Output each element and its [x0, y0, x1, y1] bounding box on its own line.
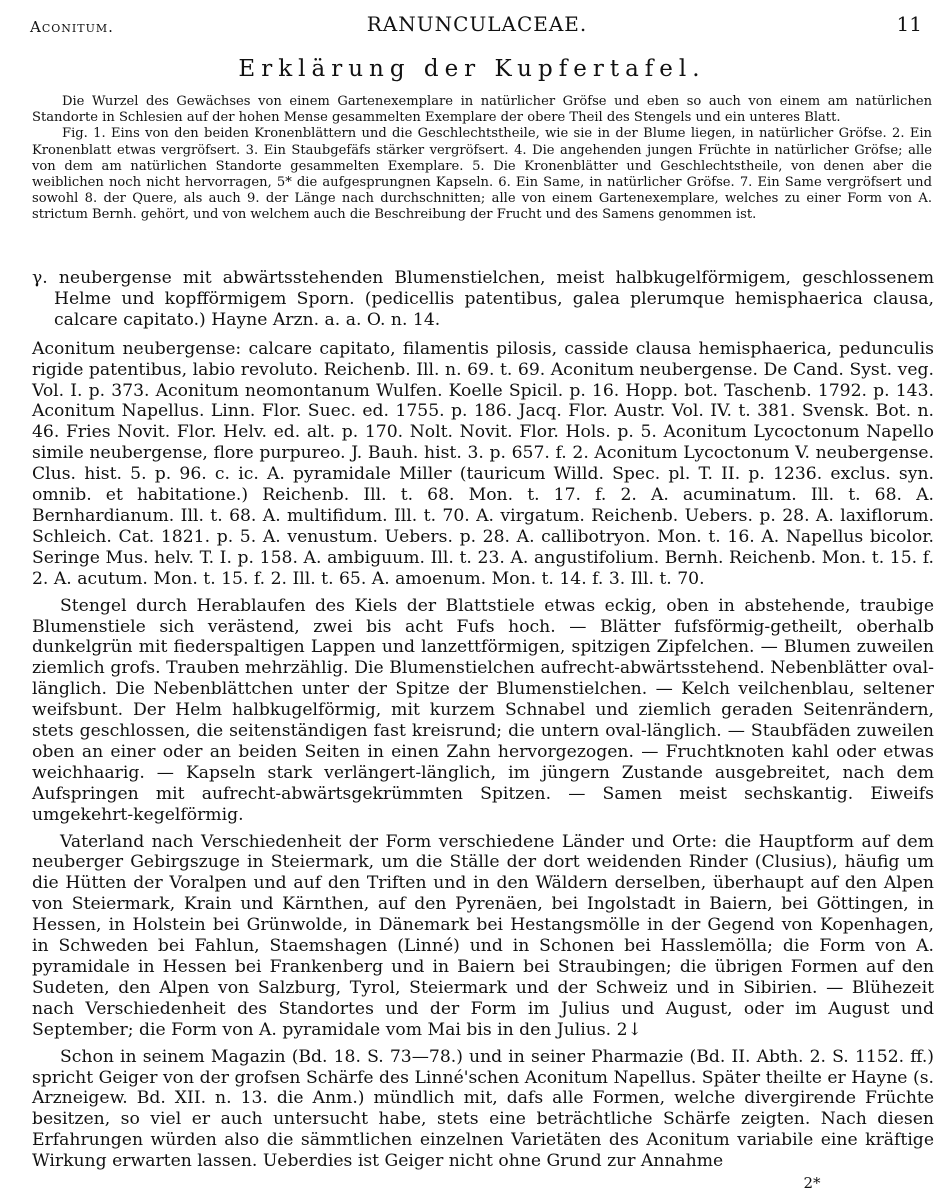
- habitat-paragraph: Vaterland nach Verschiedenheit der Form verschiedene Länder und Orte: die Hauptform auf dem neuberger Gebirgszuge in Steiermark, um die Ställe der dort weidenden Rinder (Clusius), häufig um die Hütten der Voralpen und auf den Triften und in den Wäldern derselben, überhaupt auf den Alpen von Steiermark, Krain und Kärnthen, auf den Pyrenäen, bei Ingolstadt in Baiern, bei Göttingen, in Hessen, in Holstein bei Grünwolde, in Dänemark bei Hestangsmölle in der Gegend von Kopenhagen, in Schweden bei Fahlun, Staemshagen (Linné) und in Schonen bei Hasslemölla; die Form von A. pyramidale in Hessen bei Frankenberg und in Baiern bei Straubingen; die übrigen Formen auf den Sudeten, den Alpen von Salzburg, Tyrol, Steiermark und der Schweiz und in Sibirien. — Blühezeit nach Verschiedenheit des Standortes und der Form im Julius und August, oder im August und September; die Form von A. pyramidale vom Mai bis in den Julius. 2↓: [32, 831, 934, 1040]
- running-head-family: RANUNCULACEAE.: [366, 12, 588, 36]
- plate-explanation-text: [32, 94, 932, 224]
- page-number: 11: [896, 12, 922, 36]
- plate-explanation-paragraph-figures: Fig. 1. Eins von den beiden Kronenblättern und die Geschlechtstheile, wie sie in der Blume liegen, in natürlicher Gröfse. 2. Ein Kronenblatt etwas vergröfsert. 3. Ein Staubgefäfs stärker vergröfsert. 4. Die angehenden jungen Früchte in natürlicher Gröfse; alle von dem am natürlichen Standorte gesammelten Exemplare. 5. Die Kronenblätter und Geschlechtstheile, von denen aber die weiblichen noch nicht hervorragen, 5* die aufgesprungnen Kapseln. 6. Ein Same, in natürlicher Gröfse. 7. Ein Same vergröfsert und sowohl 8. der Quere, als auch 9. der Länge nach durchschnitten; alle von einem Gartenexemplare, welches zu einer Form von A. strictum Bernh. gehört, und von welchem auch die Beschreibung der Frucht und des Samens genommen ist.: [32, 126, 932, 223]
- plate-explanation-paragraph-roots: Die Wurzel des Gewächses von einem Gartenexemplare in natürlicher Gröfse und eben so auch von einem am natürlichen Standorte in Schlesien auf der hohen Mense gesammelten Exemplare der obere Theil des Stengels und ein unteres Blatt.: [32, 94, 932, 126]
- geiger-paragraph: Schon in seinem Magazin (Bd. 18. S. 73—78.) und in seiner Pharmazie (Bd. II. Abth. 2. S. 1152. ff.) spricht Geiger von der grofsen Schärfe des Linné'schen Aconitum Napellus. Später theilte er Hayne (s. Arzneigew. Bd. XII. n. 13. die Anm.) mündlich mit, dafs alle Formen, welche divergirende Früchte besitzen, so viel er auch untersucht habe, stets eine beträchtliche Schärfe zeigten. Nach diesen Erfahrungen würden also die sämmtlichen einzelnen Varietäten des Aconitum variabile eine kräftige Wirkung erwarten lassen. Ueberdies ist Geiger nicht ohne Grund zur Annahme: [32, 1046, 934, 1172]
- description-paragraph: Stengel durch Herablaufen des Kiels der Blattstiele etwas eckig, oben in abstehende, traubige Blumenstiele sich verästend, zwei bis acht Fufs hoch. — Blätter fufsförmig-getheilt, oberhalb dunkelgrün mit fiederspaltigen Lappen und lanzettförmigen, spitzigen Zipfelchen. — Blumen zuweilen ziemlich grofs. Trauben mehrzählig. Die Blumenstielchen aufrecht-abwärtsstehend. Nebenblätter oval-länglich. Die Nebenblättchen unter der Spitze der Blumenstielchen. — Kelch veilchenblau, seltener weifsbunt. Der Helm halbkugelförmig, mit kurzem Schnabel und ziemlich geraden Seitenrändern, stets geschlossen, die seitenständigen fast kreisrund; die untern oval-länglich. — Staubfäden zuweilen oben an einer oder an beiden Seiten in einen Zahn hervorgezogen. — Fruchtknoten kahl oder etwas weichhaarig. — Kapseln stark verlängert-länglich, im jüngern Zustande ausgebreitet, nach dem Aufspringen mit aufrecht-abwärtsgekrümmten Spitzen. — Samen meist sechskantig. Eiweifs umgekehrt-kegelförmig.: [32, 595, 934, 825]
- signature-mark: 2*: [803, 1174, 821, 1192]
- variety-gamma-paragraph: γ. neubergense mit abwärtsstehenden Blumenstielchen, meist halbkugelförmigem, geschlossenem Helme und kopfförmigem Sporn. (pedicellis patentibus, galea plerumque hemisphaerica clausa, calcare capitato.) Hayne Arzn. a. a. O. n. 14.: [32, 268, 934, 330]
- running-header: [30, 10, 924, 40]
- main-text: [32, 268, 934, 1180]
- synonyms-paragraph: Aconitum neubergense: calcare capitato, filamentis pilosis, casside clausa hemisphaerica, pedunculis rigide patentibus, labio revoluto. Reichenb. Ill. n. 69. t. 69. Aconitum neubergense. De Cand. Syst. veg. Vol. I. p. 373. Aconitum neomontanum Wulfen. Koelle Spicil. p. 16. Hopp. bot. Taschenb. 1792. p. 143. Aconitum Napellus. Linn. Flor. Suec. ed. 1755. p. 186. Jacq. Flor. Austr. Vol. IV. t. 381. Svensk. Bot. n. 46. Fries Novit. Flor. Helv. ed. alt. p. 170. Nolt. Novit. Flor. Hols. p. 5. Aconitum Lycoctonum Napello simile neubergense, flore purpureo. J. Bauh. hist. 3. p. 657. f. 2. Aconitum Lycoctonum V. neubergense. Clus. hist. 5. p. 96. c. ic. A. pyramidale Miller (tauricum Willd. Spec. pl. T. II. p. 1236. exclus. syn. omnib. et habitatione.) Reichenb. Ill. t. 68. Mon. t. 17. f. 2. A. acuminatum. Ill. t. 68. A. Bernhardianum. Ill. t. 68. A. multifidum. Ill. t. 70. A. virgatum. Reichenb. Uebers. p. 28. A. laxiflorum. Schleich. Cat. 1821. p. 5. A. venustum. Uebers. p. 28. A. callibotryon. Mon. t. 16. A. Napellus bicolor. Seringe Mus. helv. T. I. p. 158. A. ambiguum. Ill. t. 23. A. angustifolium. Bernh. Reichenb. Mon. t. 15. f. 2. A. acutum. Mon. t. 15. f. 2. Ill. t. 65. A. amoenum. Mon. t. 14. f. 3. Ill. t. 70.: [32, 338, 934, 589]
- plate-explanation-title: Erklärung der Kupfertafel.: [238, 56, 706, 82]
- running-head-genus: Aconitum.: [30, 18, 114, 36]
